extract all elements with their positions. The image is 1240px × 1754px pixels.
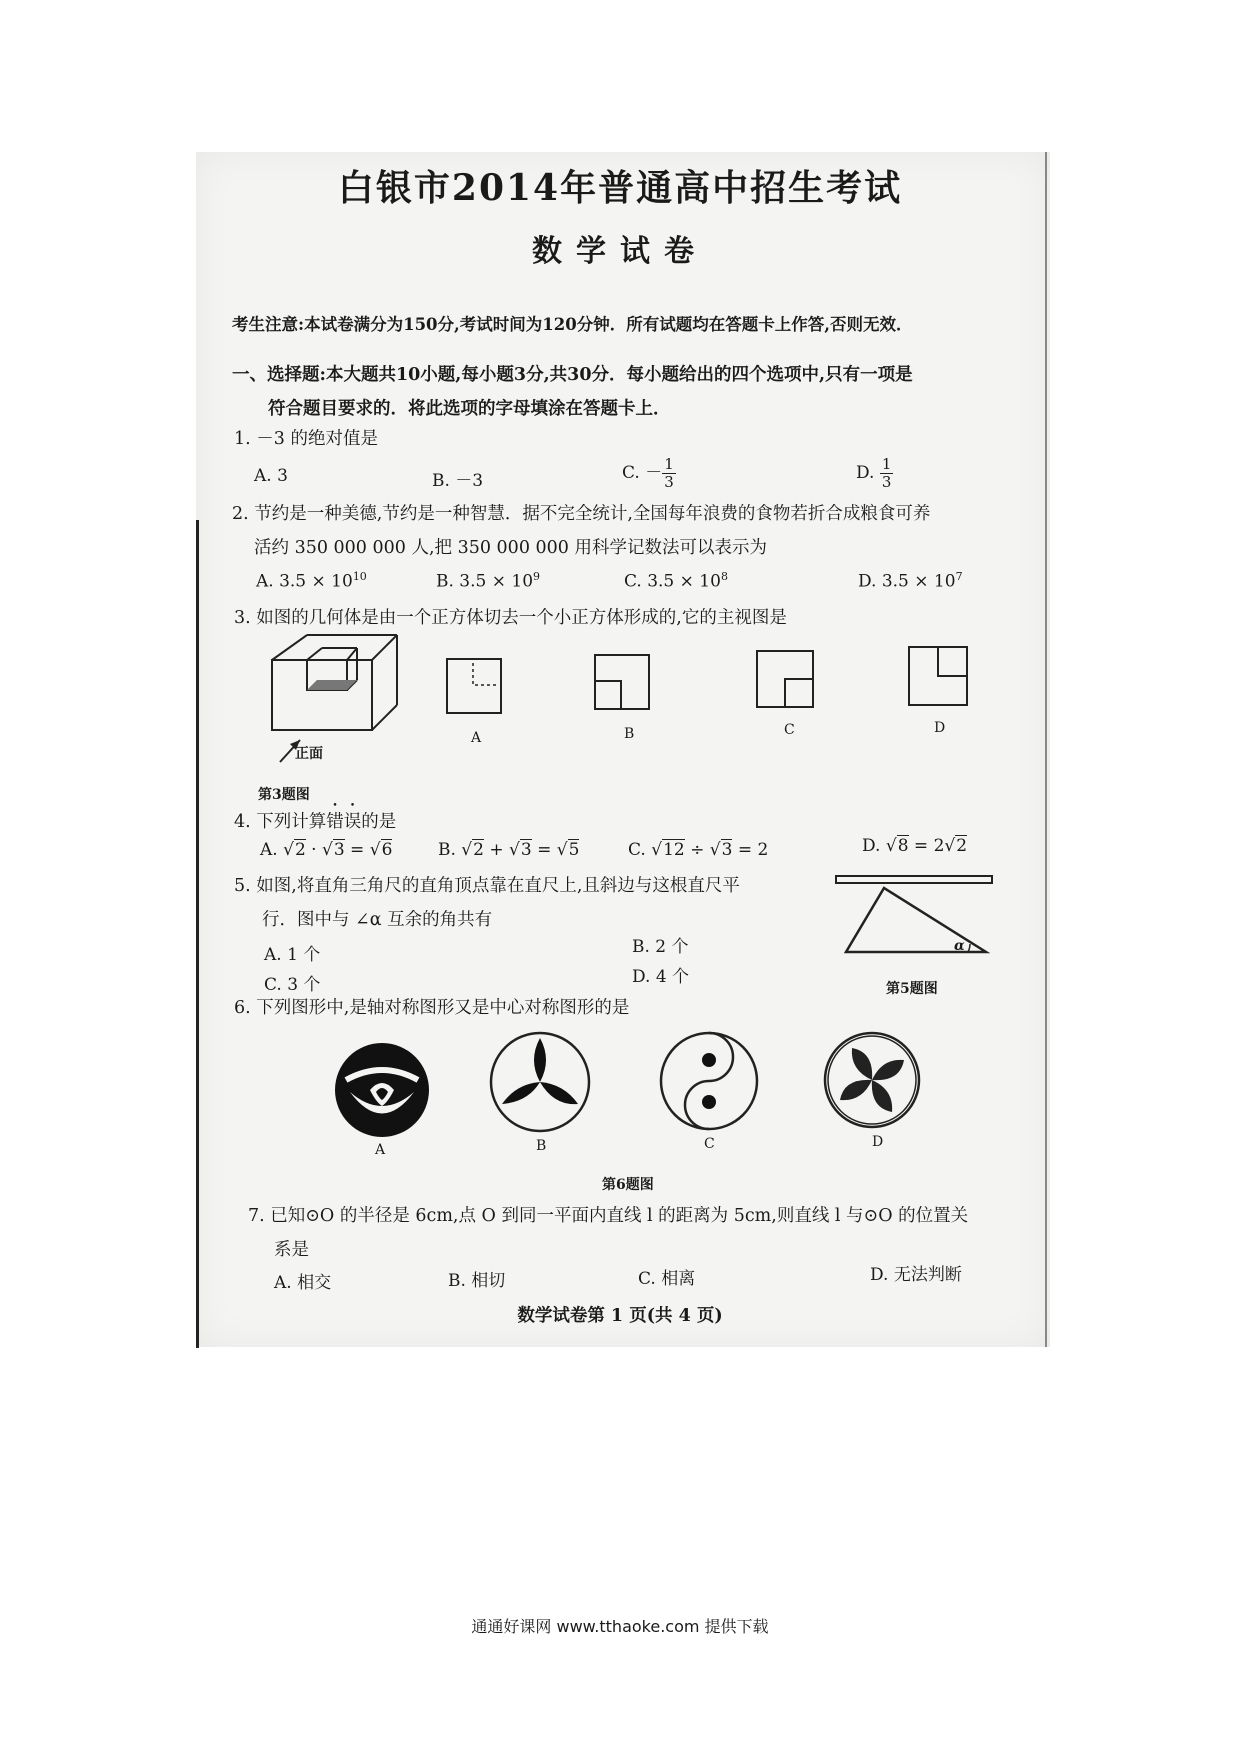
q3-label-a: A (471, 730, 482, 746)
q4-stem-after: 的是 (361, 812, 397, 832)
q4-a-equals: = (344, 840, 370, 860)
q3-label-c: C (784, 722, 795, 738)
q5-option-d: D. 4 个 (632, 967, 690, 987)
q4-a-radicand-1: 2 (294, 840, 306, 860)
left-scan-edge (196, 520, 199, 1348)
q4-b-radicand-2: 3 (520, 840, 532, 860)
q2-d-exponent: 7 (955, 570, 963, 583)
q1-option-b: B. －3 (432, 471, 484, 491)
q1-option-d-prefix: D. (856, 463, 875, 483)
q4-stem-emphasis-1: 错 (326, 812, 344, 832)
q2-line-2: 活约 350 000 000 人,把 350 000 000 用科学记数法可以表示为 (254, 538, 767, 558)
q2-b-exponent: 9 (533, 570, 541, 583)
q5-alpha-label: α (954, 938, 965, 954)
q1-d-denominator: 3 (881, 473, 892, 491)
q3-stem: 3. 如图的几何体是由一个正方体切去一个小正方体形成的,它的主视图是 (234, 608, 787, 628)
q3-option-a-view (446, 658, 502, 714)
q4-d-radicand-1: 8 (897, 836, 909, 856)
q6-stem: 6. 下列图形中,是轴对称图形又是中心对称图形的是 (234, 998, 630, 1018)
q4-stem-before: 4. 下列计算 (234, 812, 327, 832)
q4-d-equals: = 2 (908, 836, 945, 856)
q4-b-operator: + (483, 840, 510, 860)
q4-a-operator: · (305, 840, 322, 860)
q3-option-c-view (756, 650, 814, 708)
site-footer: 通通好课网 www.tthaoke.com 提供下载 (471, 1617, 769, 1636)
q1-stem: 1. －3 的绝对值是 (234, 429, 378, 449)
q4-c-radicand-1: 12 (663, 840, 685, 860)
q2-line-1: 2. 节约是一种美德,节约是一种智慧．据不完全统计,全国每年浪费的食物若折合成粮食可养 (232, 504, 931, 524)
q3-label-b: B (624, 726, 635, 742)
q1-c-denominator: 3 (664, 473, 674, 491)
q6-option-a-figure (332, 1040, 432, 1140)
q6-option-b-figure (488, 1030, 592, 1134)
section-1-heading (232, 358, 913, 426)
q6-label-c: C (704, 1136, 715, 1152)
q5-ruler-triangle-figure (836, 876, 996, 966)
q4-option-a: A. √2 · √3 = √6 (260, 840, 393, 860)
q2-a-base: A. 3.5 × 10 (256, 571, 353, 592)
q3-option-b-view (594, 654, 650, 710)
q2-option-a (256, 570, 367, 592)
q2-option-d (858, 570, 963, 592)
right-scan-edge (1045, 152, 1047, 1347)
q7-line-2: 系是 (274, 1240, 309, 1260)
q5-caption: 第5题图 (886, 981, 938, 997)
q4-b-radicand-1: 2 (473, 840, 484, 860)
q7-line-1: 7. 已知⊙O 的半径是 6cm,点 O 到同一平面内直线 l 的距离为 5cm,则直线 l 与⊙O 的位置关 (248, 1206, 969, 1226)
q1-c-numerator: 1 (664, 455, 674, 473)
section-1-line-1: 一、选择题:本大题共10小题,每小题3分,共30分．每小题给出的四个选项中,只有一项是 (232, 365, 913, 385)
q4-option-d: D. √8 = 2√2 (862, 836, 968, 856)
q3-caption: 第3题图 (258, 787, 310, 803)
q2-d-base: D. 3.5 × 10 (858, 571, 956, 592)
q6-label-d: D (872, 1134, 884, 1150)
q6-option-c-figure (658, 1030, 760, 1132)
q7-option-a: A. 相交 (274, 1273, 332, 1293)
q5-option-a: A. 1 个 (264, 945, 321, 965)
q4-a-prefix: A. (260, 840, 278, 860)
q5-option-b: B. 2 个 (632, 937, 689, 957)
q1-option-d (856, 456, 893, 491)
candidate-notice: 考生注意:本试卷满分为150分,考试时间为120分钟．所有试题均在答题卡上作答,否则无效． (232, 315, 913, 334)
q1-option-d-fraction (880, 456, 894, 491)
q4-c-equals: = 2 (732, 840, 769, 860)
q6-option-d-figure (822, 1030, 922, 1130)
q4-a-radicand-3: 6 (381, 840, 393, 860)
q4-option-b: B. √2 + √3 = √5 (438, 840, 580, 860)
q3-label-d: D (934, 720, 946, 736)
q4-a-radicand-2: 3 (333, 840, 345, 860)
q1-d-numerator: 1 (881, 455, 892, 473)
q2-c-base: C. 3.5 × 10 (624, 571, 721, 592)
q1-option-c-fraction (662, 456, 676, 491)
q7-option-c: C. 相离 (638, 1269, 696, 1289)
q1-option-c-prefix: C. － (622, 463, 663, 483)
q4-d-radicand-2: 2 (956, 836, 968, 856)
q4-c-radicand-2: 3 (721, 840, 733, 860)
q7-option-d: D. 无法判断 (870, 1265, 962, 1285)
page-number-footer: 数学试卷第 1 页(共 4 页) (517, 1306, 723, 1326)
q4-stem (234, 808, 396, 833)
q2-option-c (624, 570, 728, 592)
q6-label-a: A (375, 1142, 386, 1158)
q4-b-prefix: B. (438, 840, 456, 860)
q6-label-b: B (536, 1138, 547, 1154)
q5-option-c: C. 3 个 (264, 975, 321, 995)
q2-option-b (436, 570, 540, 592)
q7-option-b: B. 相切 (448, 1271, 506, 1291)
q3-option-d-view (908, 646, 968, 706)
exam-title: 白银市2014年普通高中招生考试 (337, 167, 903, 209)
q1-option-a: A. 3 (254, 466, 288, 486)
q2-b-base: B. 3.5 × 10 (436, 571, 534, 592)
q2-a-exponent: 10 (352, 570, 367, 583)
q6-caption: 第6题图 (602, 1177, 654, 1193)
q4-c-operator: ÷ (684, 840, 710, 860)
q4-c-prefix: C. (628, 840, 646, 860)
q2-c-exponent: 8 (720, 570, 728, 583)
q3-front-label: 正面 (295, 746, 323, 762)
q5-line-1: 5. 如图,将直角三角尺的直角顶点靠在直尺上,且斜边与这根直尺平 (234, 876, 740, 896)
exam-subtitle: 数学试卷 (532, 234, 708, 269)
q4-b-radicand-3: 5 (568, 840, 580, 860)
q5-line-2: 行．图中与 ∠α 互余的角共有 (262, 910, 493, 930)
q4-option-c: C. √12 ÷ √3 = 2 (628, 840, 769, 860)
section-1-line-2: 符合题目要求的．将此选项的字母填涂在答题卡上． (268, 399, 671, 419)
q1-option-c (622, 456, 676, 491)
q4-stem-emphasis-2: 误 (343, 812, 362, 832)
q3-solid-figure (262, 630, 402, 770)
q4-d-prefix: D. (862, 836, 881, 856)
q4-b-equals: = (531, 840, 557, 860)
